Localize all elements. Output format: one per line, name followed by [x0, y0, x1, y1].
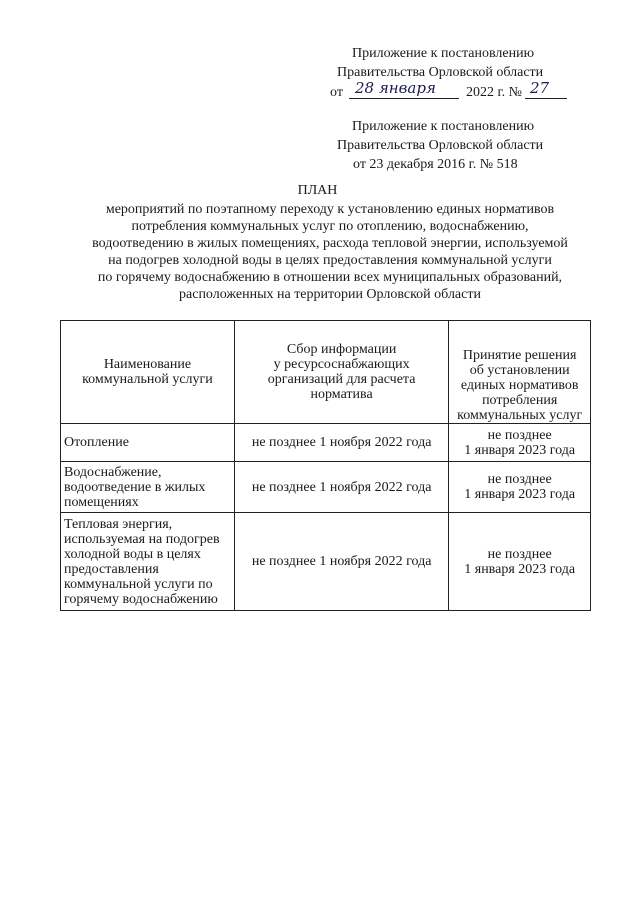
- cell-decision: не позднее 1 января 2023 года: [449, 513, 591, 611]
- cell-decision: не позднее 1 января 2023 года: [449, 424, 591, 462]
- number-underline: [525, 98, 567, 99]
- subtitle-line: на подогрев холодной воды в целях предоставления коммунальной услуги: [108, 253, 552, 268]
- column-header-collection: Сбор информации у ресурсоснабжающих организаций для расчета норматива: [234, 321, 448, 424]
- date-underline: [349, 98, 459, 99]
- appendix-line-2: Правительства Орловской области: [337, 65, 544, 80]
- subtitle-line: водоотведению в жилых помещениях, расхода тепловой энергии, используемой: [92, 236, 568, 251]
- subtitle-line: мероприятий по поэтапному переходу к установлению единых нормативов: [105, 202, 555, 217]
- handwritten-number: 27: [530, 79, 550, 97]
- cell-service: Водоснабжение, водоотведение в жилых помещениях: [61, 462, 235, 513]
- cell-decision: не позднее 1 января 2023 года: [449, 462, 591, 513]
- appendix-line-1: Приложение к постановлению: [352, 46, 535, 61]
- cell-collection: не позднее 1 ноября 2022 года: [234, 513, 448, 611]
- table-row: [61, 462, 591, 513]
- from-label: от: [330, 85, 343, 100]
- subtitle-line: по горячему водоснабжению в отношении всех муниципальных образований,: [97, 270, 563, 285]
- cell-collection: не позднее 1 ноября 2022 года: [234, 424, 448, 462]
- handwritten-date: 28 января: [355, 79, 436, 97]
- cell-service: Тепловая энергия, используемая на подогрев холодной воды в целях предоставления коммунальной услуги по горячему водоснабжению: [61, 513, 235, 611]
- document-title: ПЛАН: [297, 183, 338, 198]
- appendix2-line-3: от 23 декабря 2016 г. № 518: [353, 157, 518, 172]
- subtitle-line: расположенных на территории Орловской области: [179, 287, 481, 302]
- appendix2-line-1: Приложение к постановлению: [352, 119, 535, 134]
- column-header-service: Наименование коммунальной услуги: [61, 321, 235, 424]
- table-row: [61, 424, 591, 462]
- cell-service: Отопление: [61, 424, 235, 462]
- table-row: [61, 513, 591, 611]
- cell-collection: не позднее 1 ноября 2022 года: [234, 462, 448, 513]
- appendix2-line-2: Правительства Орловской области: [337, 138, 544, 153]
- table-header-row: [61, 321, 591, 424]
- document-subtitle: [40, 201, 620, 303]
- subtitle-line: потребления коммунальных услуг по отоплению, водоснабжению,: [131, 219, 529, 234]
- year-number-label: 2022 г. №: [466, 85, 523, 100]
- column-header-decision: Принятие решения об установлении единых нормативов потребления коммунальных услуг: [449, 321, 591, 424]
- plan-table: [60, 320, 591, 611]
